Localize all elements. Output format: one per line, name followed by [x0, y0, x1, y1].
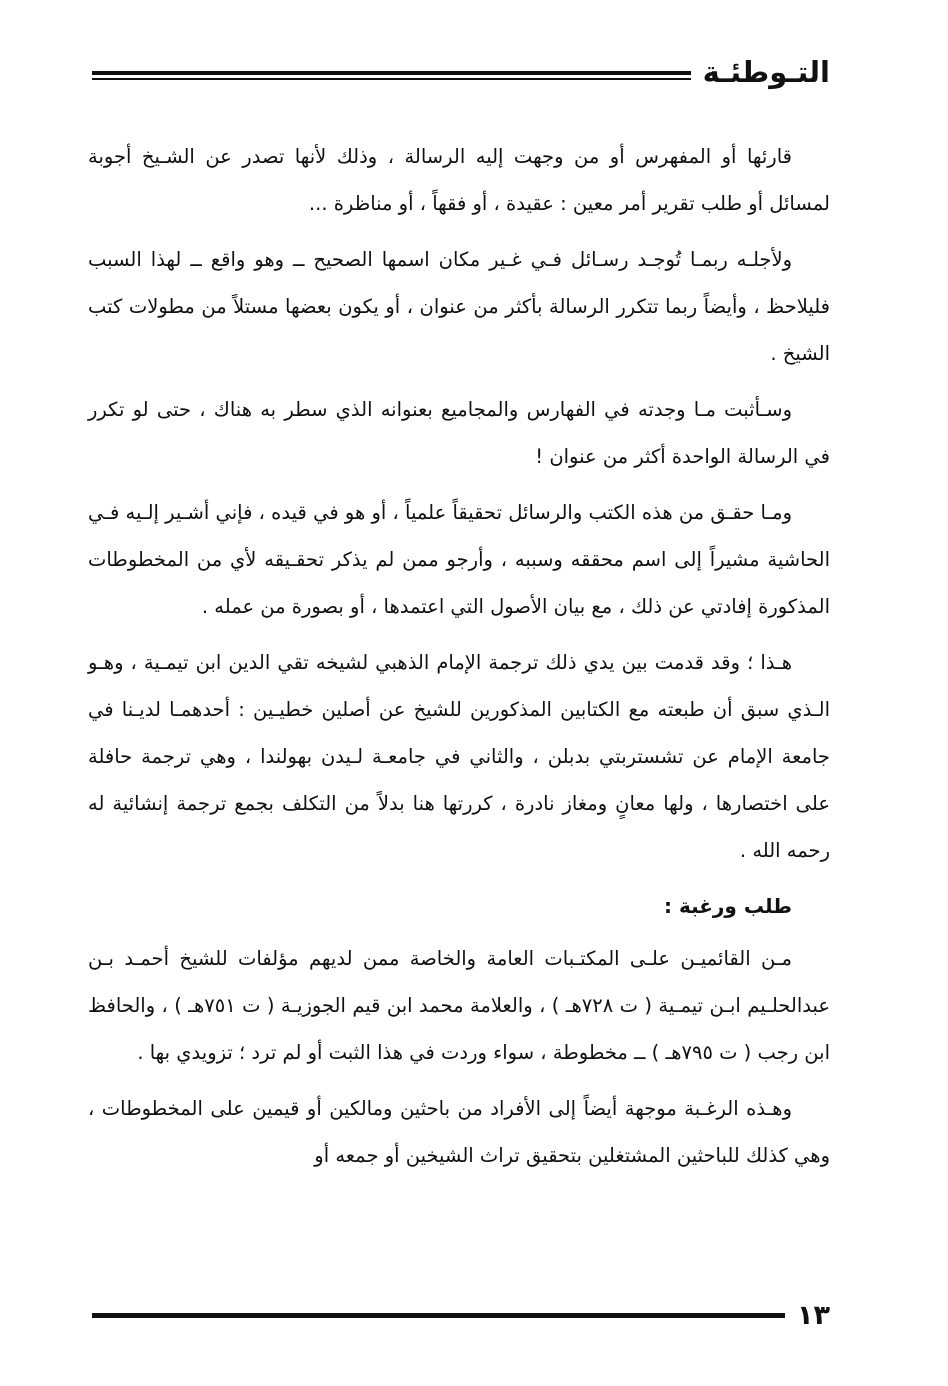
page-number: ١٣ — [797, 1299, 830, 1331]
header-title: التـوطئـة — [702, 54, 830, 89]
page-footer — [92, 1297, 830, 1333]
footer-rule — [92, 1313, 785, 1318]
paragraph: ومـا حقـق من هذه الكتب والرسائل تحقيقاً علمياً ، أو هو في قيده ، فإني أشـير إلـيه فـي الحاشية مشيراً إلى اسم محققه وسببه ، وأرجو ممن لم يذكر تحقـيقه لأي من المخطوطات المذكورة إفادتي عن ذلك ، مع بيان الأصول التي اعتمدها ، أو بصورة من عمله . — [88, 501, 830, 618]
paragraph: ولأجلـه ربمـا تُوجـد رسـائل فـي غـير مكان اسمها الصحيح ــ وهو واقع ــ لهذا السبب فليلاحظ ، وأيضاً ربما تتكرر الرسالة بأكثر من عنوان ، أو يكون بعضها مستلاً من مطولات كتب الشيخ . — [88, 248, 830, 365]
running-header — [92, 52, 830, 92]
header-double-rule — [92, 71, 691, 80]
section-heading: طلب ورغبة : — [664, 894, 792, 918]
paragraph: وهـذه الرغـبة موجهة أيضاً إلى الأفراد من باحثين ومالكين أو قيمين على المخطوطات ، وهي كذلك للباحثين المشتغلين بتحقيق تراث الشيخين أو جمعه أو — [88, 1097, 830, 1167]
page-body — [88, 133, 830, 1188]
paragraph: قارئها أو المفهرس أو من وجهت إليه الرسالة ، وذلك لأنها تصدر عن الشـيخ أجوبة لمسائل أو طلب تقرير أمر معين : عقيدة ، أو فقهاً ، أو مناظرة ... — [88, 145, 830, 215]
paragraph: وسـأثبت مـا وجدته في الفهارس والمجاميع بعنوانه الذي سطر به هناك ، حتى لو تكرر في الرسالة الواحدة أكثر من عنوان ! — [88, 398, 830, 468]
paragraph: هـذا ؛ وقد قدمت بين يدي ذلك ترجمة الإمام الذهبي لشيخه تقي الدين ابن تيمـية ، وهـو الـذي سبق أن طبعته مع الكتابين المذكورين للشيخ عن أصلين خطيـين : أحدهمـا لديـنا في جامعة الإمام عن تشستربتي بدبلن ، والثاني في جامعـة لـيدن بهولندا ، وهي ترجمة حافلة على اختصارها ، ولها معانٍ ومغاز نادرة ، كررتها هنا بدلاً من التكلف بجمع ترجمة إنشائية له رحمه الله . — [88, 651, 830, 862]
paragraph: مـن القائميـن علـى المكتـبات العامة والخاصة ممن لديهم مؤلفات للشيخ أحمـد بـن عبدالحلـيم ابـن تيمـية ( ت ٧٢٨هـ ) ، والعلامة محمد ابن قيم الجوزيـة ( ت ٧٥١هـ ) ، والحافظ ابن رجب ( ت ٧٩٥هـ ) ــ مخطوطة ، سواء وردت في هذا الثبت أو لم ترد ؛ تزويدي بها . — [88, 947, 830, 1064]
